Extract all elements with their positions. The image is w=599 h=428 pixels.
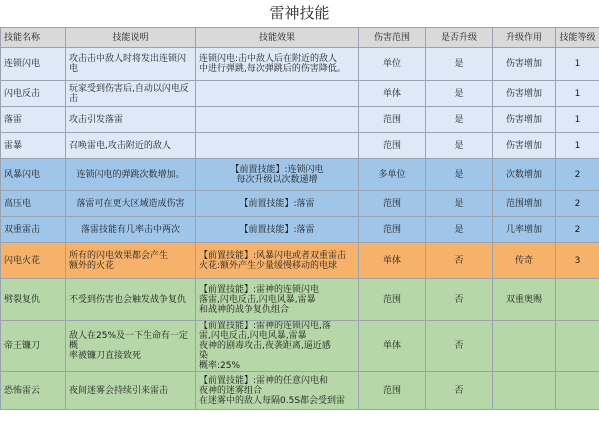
upgradable-cell: 是 bbox=[426, 48, 493, 81]
skill-effect-cell bbox=[196, 107, 359, 133]
upgradable-cell: 否 bbox=[426, 279, 493, 321]
col-header-name: 技能名称 bbox=[1, 28, 66, 48]
skill-desc-cell: 落雷可在更大区域造成伤害 bbox=[66, 191, 196, 217]
table-row bbox=[1, 191, 599, 217]
skill-effect-cell: 【前置技能】:风暴闪电或者双重雷击 火花:额外产生少量缓慢移动的电球 bbox=[196, 243, 359, 279]
upgradable-cell: 否 bbox=[426, 243, 493, 279]
skills-table bbox=[0, 27, 599, 410]
skill-effect-cell: 【前置技能】:雷神的连锁闪电,落 雷,闪电反击,闪电风暴,雷暴 夜神的剧毒攻击,夜袭距离,逼近感 染 概率:25% bbox=[196, 321, 359, 372]
damage-range-cell: 范围 bbox=[359, 191, 426, 217]
skill-level-cell: 2 bbox=[556, 191, 599, 217]
skill-name-cell: 连锁闪电 bbox=[1, 48, 66, 81]
upgrade-effect-cell bbox=[493, 372, 556, 410]
skill-desc-cell: 敌人在25%及一下生命有一定概 率被镰刀直接致死 bbox=[66, 321, 196, 372]
table-row bbox=[1, 321, 599, 372]
col-header-upgrade-effect: 升级作用 bbox=[493, 28, 556, 48]
skill-name-cell: 风暴闪电 bbox=[1, 159, 66, 191]
table-row bbox=[1, 159, 599, 191]
damage-range-cell: 范围 bbox=[359, 107, 426, 133]
skill-effect-cell: 【前置技能】:雷神的连锁闪电 落雷,闪电反击,闪电风暴,雷暴 和战神的战争复仇组合 bbox=[196, 279, 359, 321]
table-row bbox=[1, 279, 599, 321]
upgradable-cell: 是 bbox=[426, 133, 493, 159]
skill-effect-cell: 连锁闪电:击中敌人后在附近的敌人 中进行弹跳,每次弹跳后的伤害降低。 bbox=[196, 48, 359, 81]
skill-level-cell: 1 bbox=[556, 107, 599, 133]
skill-level-cell: 1 bbox=[556, 48, 599, 81]
skill-level-cell: 3 bbox=[556, 243, 599, 279]
upgradable-cell: 是 bbox=[426, 159, 493, 191]
skill-level-cell bbox=[556, 279, 599, 321]
upgrade-effect-cell: 传奇 bbox=[493, 243, 556, 279]
upgrade-effect-cell: 伤害增加 bbox=[493, 48, 556, 81]
col-header-effect: 技能效果 bbox=[196, 28, 359, 48]
skill-desc-cell: 玩家受到伤害后,自动以闪电反 击 bbox=[66, 81, 196, 107]
upgrade-effect-cell: 几率增加 bbox=[493, 217, 556, 243]
upgrade-effect-cell: 伤害增加 bbox=[493, 81, 556, 107]
damage-range-cell: 范围 bbox=[359, 217, 426, 243]
upgrade-effect-cell: 双重奥赐 bbox=[493, 279, 556, 321]
upgradable-cell: 是 bbox=[426, 191, 493, 217]
upgrade-effect-cell: 伤害增加 bbox=[493, 107, 556, 133]
skill-level-cell: 2 bbox=[556, 217, 599, 243]
skill-name-cell: 高压电 bbox=[1, 191, 66, 217]
upgrade-effect-cell bbox=[493, 321, 556, 372]
skill-effect-cell bbox=[196, 133, 359, 159]
skill-level-cell: 1 bbox=[556, 81, 599, 107]
skill-effect-cell: 【前置技能】:雷神的任意闪电和 夜神的迷雾组合 在迷雾中的敌人每隔0.5S都会受到雷 bbox=[196, 372, 359, 410]
skill-name-cell: 帝王镰刀 bbox=[1, 321, 66, 372]
upgradable-cell: 是 bbox=[426, 217, 493, 243]
skill-level-cell bbox=[556, 372, 599, 410]
skill-effect-cell: 【前置技能】:连锁闪电 每次升级以次数递增 bbox=[196, 159, 359, 191]
table-row bbox=[1, 48, 599, 81]
skill-name-cell: 闪电反击 bbox=[1, 81, 66, 107]
skill-name-cell: 恐怖雷云 bbox=[1, 372, 66, 410]
table-row bbox=[1, 107, 599, 133]
col-header-range: 伤害范围 bbox=[359, 28, 426, 48]
skill-desc-cell: 落雷技能有几率击中两次 bbox=[66, 217, 196, 243]
page-title: 雷神技能 bbox=[0, 0, 599, 27]
damage-range-cell: 多单位 bbox=[359, 159, 426, 191]
table-row bbox=[1, 81, 599, 107]
upgrade-effect-cell: 次数增加 bbox=[493, 159, 556, 191]
skill-desc-cell: 攻击引发落雷 bbox=[66, 107, 196, 133]
col-header-upgrade: 是否升级 bbox=[426, 28, 493, 48]
table-row bbox=[1, 243, 599, 279]
damage-range-cell: 范围 bbox=[359, 372, 426, 410]
upgrade-effect-cell: 伤害增加 bbox=[493, 133, 556, 159]
damage-range-cell: 单体 bbox=[359, 81, 426, 107]
skill-effect-cell bbox=[196, 81, 359, 107]
skill-level-cell bbox=[556, 321, 599, 372]
skill-desc-cell: 连锁闪电的弹跳次数增加。 bbox=[66, 159, 196, 191]
skill-level-cell: 1 bbox=[556, 133, 599, 159]
skill-desc-cell: 夜间迷雾会持续引来雷击 bbox=[66, 372, 196, 410]
table-row bbox=[1, 133, 599, 159]
table-row bbox=[1, 372, 599, 410]
upgradable-cell: 否 bbox=[426, 321, 493, 372]
skill-name-cell: 劈裂复仇 bbox=[1, 279, 66, 321]
damage-range-cell: 范围 bbox=[359, 279, 426, 321]
skill-desc-cell: 不受到伤害也会触发战争复仇 bbox=[66, 279, 196, 321]
upgradable-cell: 是 bbox=[426, 81, 493, 107]
upgradable-cell: 否 bbox=[426, 372, 493, 410]
skill-desc-cell: 所有的闪电效果都会产生 额外的火花 bbox=[66, 243, 196, 279]
skill-name-cell: 双重雷击 bbox=[1, 217, 66, 243]
skill-desc-cell: 召唤雷电,攻击附近的敌人 bbox=[66, 133, 196, 159]
damage-range-cell: 范围 bbox=[359, 133, 426, 159]
skill-effect-cell: 【前置技能】:落雷 bbox=[196, 217, 359, 243]
skill-level-cell: 2 bbox=[556, 159, 599, 191]
upgradable-cell: 是 bbox=[426, 107, 493, 133]
table-header bbox=[1, 28, 599, 48]
upgrade-effect-cell: 范围增加 bbox=[493, 191, 556, 217]
table-row bbox=[1, 217, 599, 243]
damage-range-cell: 单体 bbox=[359, 243, 426, 279]
skill-name-cell: 雷暴 bbox=[1, 133, 66, 159]
skill-name-cell: 闪电火花 bbox=[1, 243, 66, 279]
skill-name-cell: 落雷 bbox=[1, 107, 66, 133]
skill-effect-cell: 【前置技能】:落雷 bbox=[196, 191, 359, 217]
skill-desc-cell: 攻击击中敌人时将发出连锁闪电 bbox=[66, 48, 196, 81]
damage-range-cell: 单位 bbox=[359, 48, 426, 81]
damage-range-cell: 单体 bbox=[359, 321, 426, 372]
col-header-desc: 技能说明 bbox=[66, 28, 196, 48]
col-header-level: 技能等级 bbox=[556, 28, 599, 48]
